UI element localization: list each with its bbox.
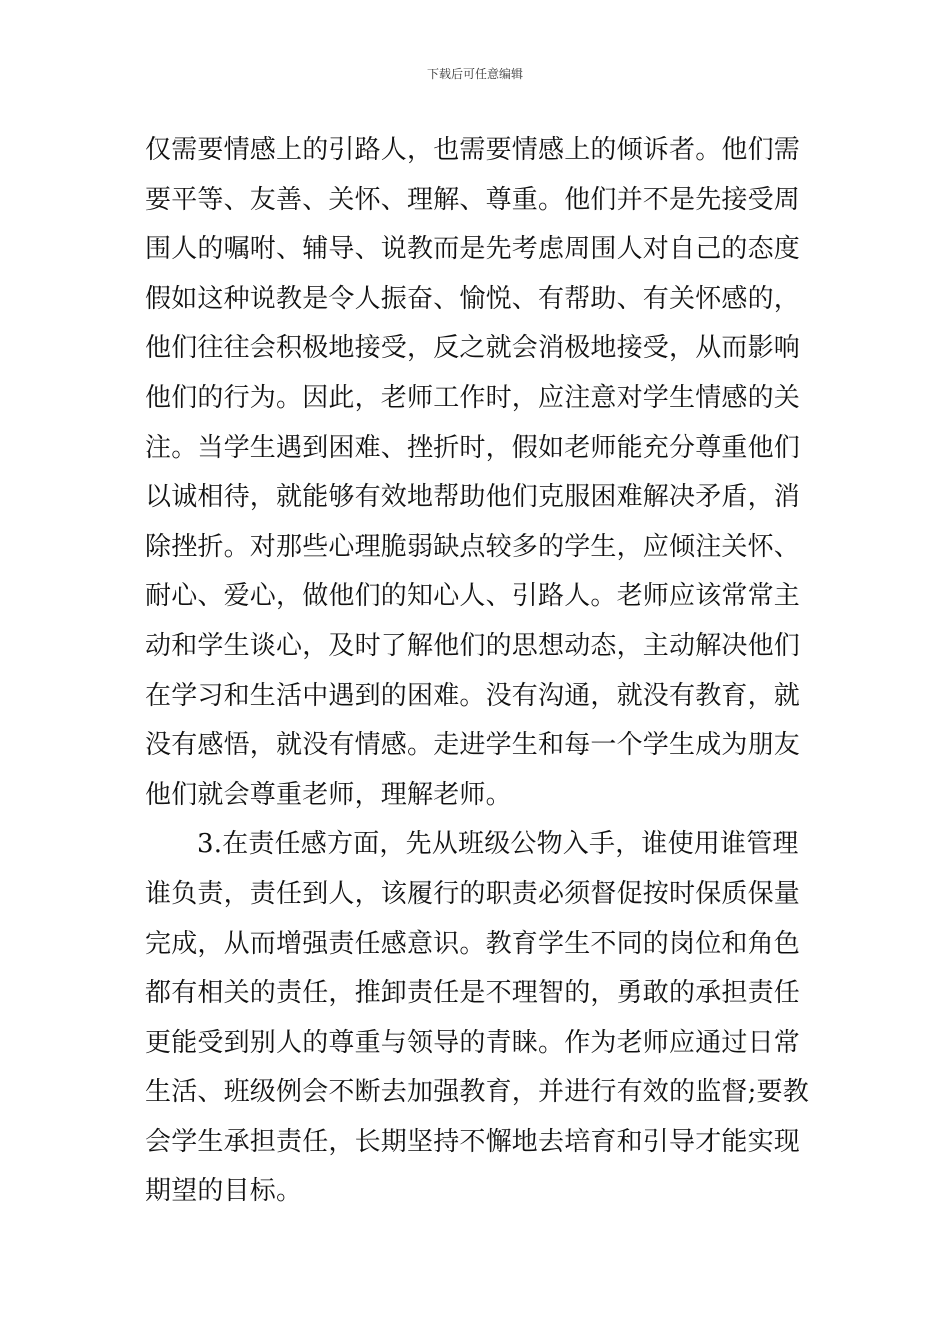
header-note: 下载后可任意编辑 [426, 67, 523, 81]
text-line: 要平等、友善、关怀、理解、尊重。他们并不是先接受周 [145, 184, 801, 215]
text-line: 谁负责，责任到人，该履行的职责必须督促按时保质保量 [145, 878, 801, 909]
text-line: 他们就会尊重老师，理解老师。 [145, 779, 512, 810]
text-line: 围人的嘱咐、辅导、说教而是先考虑周围人对自己的态度 [145, 234, 801, 265]
text-line: 假如这种说教是令人振奋、愉悦、有帮助、有关怀感的， [145, 283, 801, 314]
text-line: 动和学生谈心，及时了解他们的思想动态，主动解决他们 [145, 630, 801, 661]
document-body [145, 126, 815, 1217]
text-line: 他们往往会积极地接受，反之就会消极地接受，从而影响 [145, 333, 801, 364]
text-line: 仅需要情感上的引路人，也需要情感上的倾诉者。他们需 [145, 135, 801, 165]
text-line: 没有感悟，就没有情感。走进学生和每一个学生成为朋友 [145, 730, 801, 761]
text-line: 在学习和生活中遇到的困难。没有沟通，就没有教育，就 [145, 680, 801, 711]
text-line: 耐心、爱心，做他们的知心人、引路人。老师应该常常主 [145, 581, 801, 612]
text-line: 完成，从而增强责任感意识。教育学生不同的岗位和角色 [145, 928, 801, 959]
text-line: 他们的行为。因此，老师工作时，应注意对学生情感的关 [145, 382, 801, 413]
text-line: 注。当学生遇到困难、挫折时，假如老师能充分尊重他们 [145, 432, 801, 463]
text-line: 生活、班级例会不断去加强教育，并进行有效的监督;要教 [145, 1077, 809, 1108]
text-line: 更能受到别人的尊重与领导的青睐。作为老师应通过日常 [145, 1027, 801, 1058]
text-line: 会学生承担责任，长期坚持不懈地去培育和引导才能实现 [145, 1126, 801, 1157]
text-line: 期望的目标。 [145, 1176, 303, 1207]
text-line: 都有相关的责任，推卸责任是不理智的，勇敢的承担责任 [145, 978, 801, 1009]
text-line: 以诚相待，就能够有效地帮助他们克服困难解决矛盾，消 [145, 482, 801, 513]
paragraph-start-line: 3.在责任感方面，先从班级公物入手，谁使用谁管理 [197, 829, 799, 860]
text-line: 除挫折。对那些心理脆弱缺点较多的学生，应倾注关怀、 [145, 531, 801, 562]
